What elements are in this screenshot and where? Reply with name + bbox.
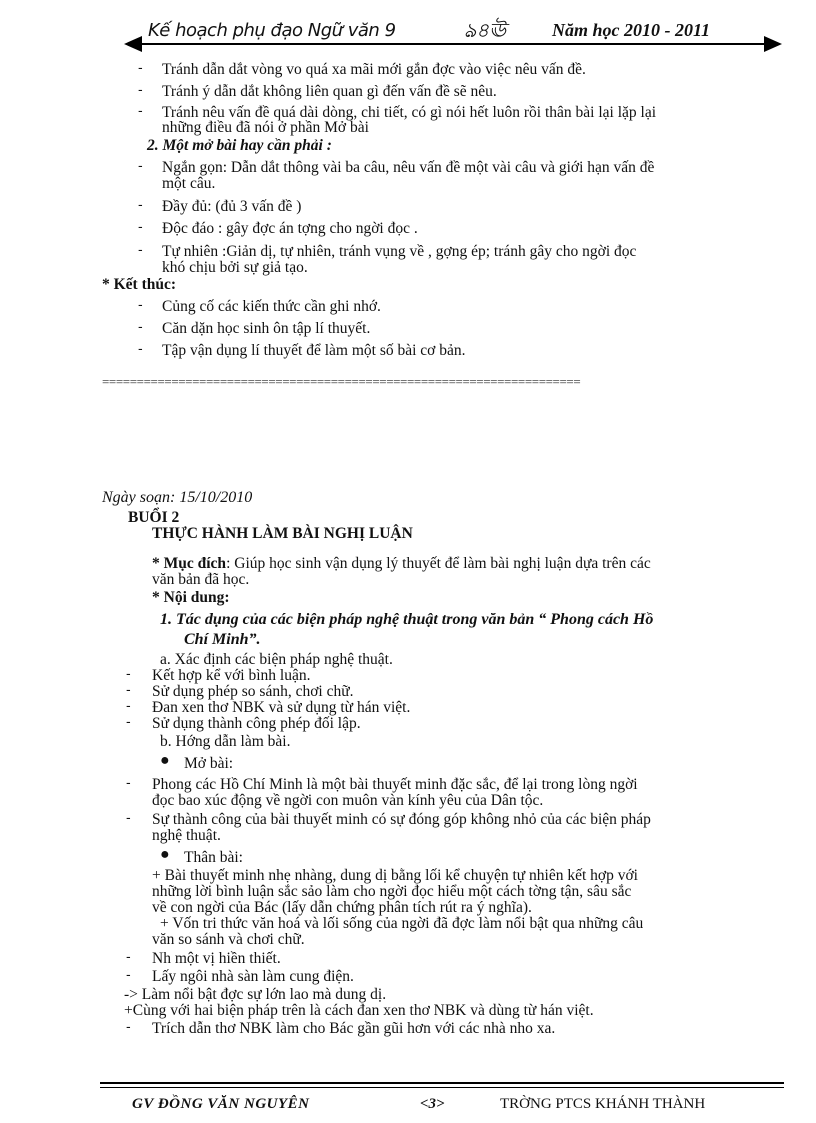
session-label: BUỔI 2 [128,509,180,526]
list-item: Đan xen thơ NBK và sử dụng từ hán việt. [152,699,411,716]
bullet-label: Mở bài: [184,755,234,772]
list-item: Tránh nêu vấn đề quá dài dòng, chi tiết, có gì nói hết luôn rồi thân bài lại lặp lại [162,104,657,121]
dash-marker: - [126,665,131,681]
list-item: Tự nhiên :Giản dị, tự nhiên, tránh vụng về , gợng ép; tránh gây cho ngời đọc [162,243,637,260]
arrow-right-icon [764,36,782,52]
section-heading: 1. Tác dụng của các biện pháp nghệ thuật trong văn bản “ Phong cách Hồ [160,611,654,628]
list-item: Đầy đủ: (đủ 3 vấn đề ) [162,198,302,215]
paragraph: văn so sánh và chơi chữ. [152,931,305,948]
header-title: Kế hoạch phụ đạo Ngữ văn 9 [148,20,396,41]
dash-marker: - [126,966,131,982]
list-item: Tập vận dụng lí thuyết để làm một số bài cơ bản. [162,342,466,359]
header-ornament-icon: ঌ৪ঊ [464,20,507,42]
purpose-text: : Giúp học sinh vận dụng lý thuyết để làm bài nghị luận dựa trên các [226,555,651,572]
paragraph: + Bài thuyết minh nhẹ nhàng, dung dị bằng lối kể chuyện tự nhiên kết hợp với [152,867,638,884]
list-item: Sử dụng phép so sánh, chơi chữ. [152,683,354,700]
paragraph: +Cùng với hai biện pháp trên là cách đan xen thơ NBK và dùng từ hán việt. [124,1002,594,1019]
paragraph: + Vốn tri thức văn hoá và lối sống của ngời đã đợc làm nổi bật qua những câu [160,915,644,932]
purpose-line [152,556,651,572]
dash-marker: - [138,196,143,212]
list-item: Độc đáo : gây đợc án tợng cho ngời đọc . [162,220,418,237]
footer-rule [100,1082,784,1084]
section-heading: * Kết thúc: [102,276,177,293]
dash-marker: - [138,218,143,234]
dash-marker: - [126,774,131,790]
footer-author: GV ĐỒNG VĂN NGUYÊN [132,1096,310,1112]
dash-marker: - [138,296,143,312]
dash-marker: - [138,81,143,97]
list-item-cont: nghệ thuật. [152,827,221,844]
paragraph: -> Làm nổi bật đợc sự lớn lao mà dung dị. [124,986,387,1003]
paragraph: về con ngời của Bác (lấy dẫn chứng phân tích rút ra ý nghĩa). [152,899,532,916]
dash-marker: - [126,681,131,697]
bullet-icon: ● [160,846,170,863]
dash-marker: - [126,1018,131,1034]
purpose-cont: văn bản đã học. [152,571,250,588]
dash-marker: - [138,340,143,356]
paragraph: những lời bình luận sắc sảo làm cho ngời đọc hiểu một cách tờng tận, sâu sắc [152,883,632,900]
date-line: Ngày soạn: 15/10/2010 [102,489,253,506]
dash-marker: - [138,157,143,173]
subsection: b. Hớng dẫn làm bài. [160,733,291,750]
list-item: Trích dẫn thơ NBK làm cho Bác gần gũi hơn với các nhà nho xa. [152,1020,556,1037]
list-item: Căn dặn học sinh ôn tập lí thuyết. [162,320,371,337]
dash-marker: - [138,59,143,75]
header-rule [140,43,772,45]
list-item: Nh một vị hiền thiết. [152,950,281,967]
list-item-cont: những điều đã nói ở phần Mở bài [162,119,369,136]
list-item: Tránh dẫn dắt vòng vo quá xa mãi mới gắn đợc vào việc nêu vấn đề. [162,61,586,78]
list-item: Sự thành công của bài thuyết minh có sự đóng góp không nhỏ của các biện pháp [152,811,651,828]
list-item: Kết hợp kể với bình luận. [152,667,311,684]
page-number: <3> [420,1096,445,1112]
list-item: Củng cố các kiến thức cần ghi nhớ. [162,298,381,315]
bullet-label: Thân bài: [184,849,243,866]
subsection: a. Xác định các biện pháp nghệ thuật. [160,651,393,668]
dash-marker: - [126,713,131,729]
footer-school: TRỜNG PTCS KHÁNH THÀNH [500,1096,706,1112]
list-item-cont: khó chịu bởi sự giả tạo. [162,259,308,276]
page-title: THỰC HÀNH LÀM BÀI NGHỊ LUẬN [152,525,413,542]
dash-marker: - [138,318,143,334]
dash-marker: - [138,241,143,257]
list-item: Tránh ý dẫn dắt không liên quan gì đến vấn đề sẽ nêu. [162,83,497,100]
header-school-year: Năm học 2010 - 2011 [552,20,711,40]
content-heading: * Nội dung: [152,589,230,606]
list-item: Phong các Hồ Chí Minh là một bài thuyết minh đặc sắc, để lại trong lòng ngời [152,776,638,793]
bullet-icon: ● [160,752,170,769]
section-heading-cont: Chí Minh”. [184,631,261,648]
dash-marker: - [126,809,131,825]
dash-marker: - [126,948,131,964]
dash-marker: - [126,697,131,713]
list-item: Sử dụng thành công phép đối lập. [152,715,361,732]
dash-marker: - [138,102,143,118]
list-item-cont: đọc bao xúc động về ngời con muôn vàn kính yêu của Dân tộc. [152,792,544,809]
footer-rule [100,1087,784,1088]
purpose-label: * Mục đích [152,555,227,572]
list-item: Lấy ngôi nhà sàn làm cung điện. [152,968,354,985]
separator: ===================================================================== [102,374,581,389]
list-item-cont: một câu. [162,175,216,192]
list-item: Ngắn gọn: Dẫn dắt thông vài ba câu, nêu vấn đề một vài câu và giới hạn vấn đề [162,159,655,176]
section-heading: 2. Một mở bài hay cần phải : [147,137,332,154]
